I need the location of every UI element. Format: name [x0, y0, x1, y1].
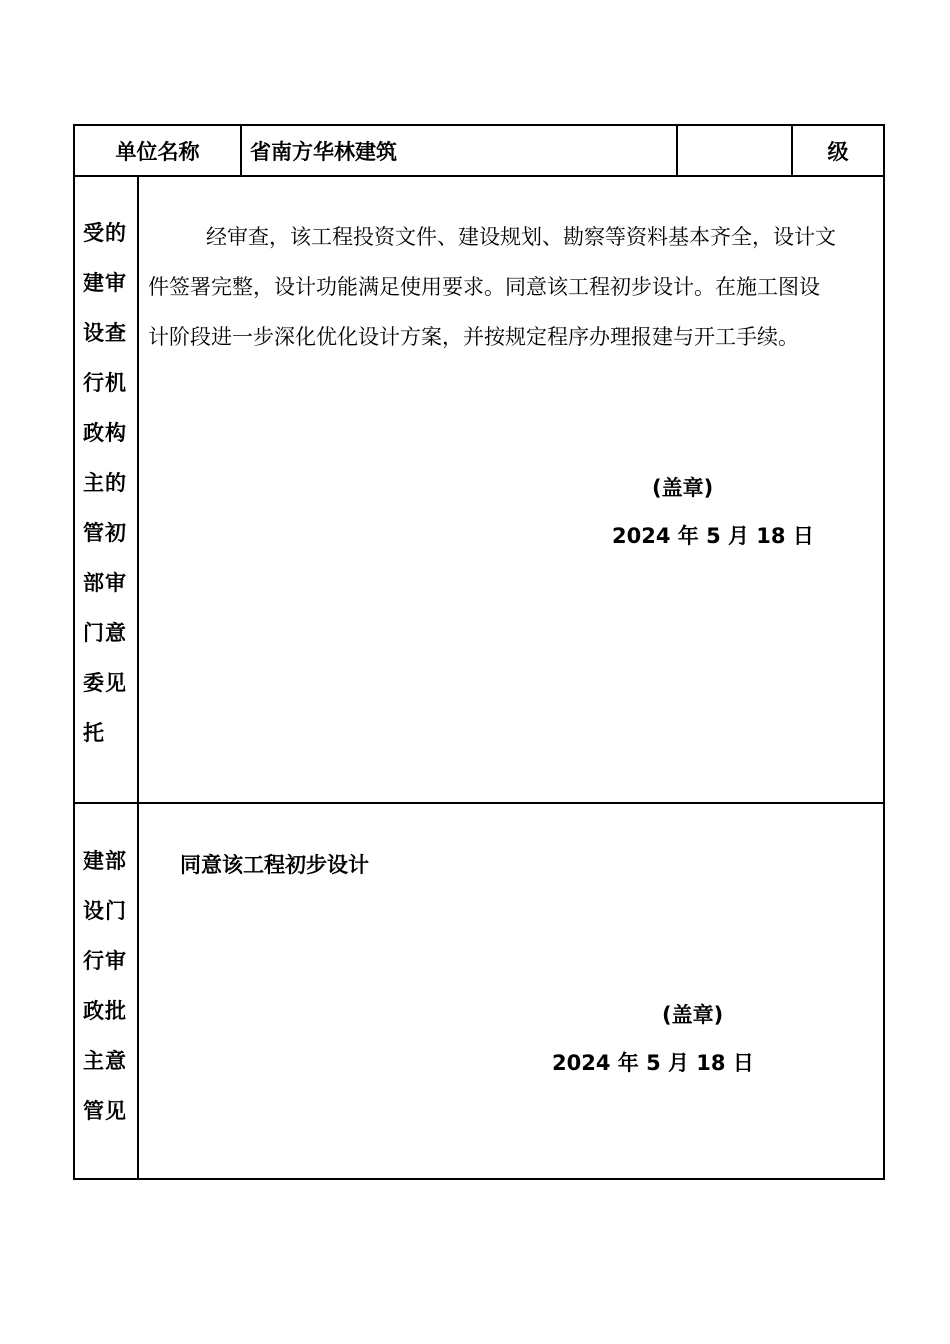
approval-stamp-label: (盖章): [662, 1003, 724, 1027]
side-line: 行审: [83, 949, 127, 973]
review-opinion-line: 计阶段进一步深化优化设计方案，并按规定程序办理报建与开工手续。: [148, 325, 799, 349]
side-line: 行机: [83, 371, 127, 395]
approval-section: [75, 804, 883, 1178]
review-date: 2024 年 5 月 18 日: [612, 524, 814, 548]
side-line: 政构: [83, 421, 127, 445]
side-line: 主意: [83, 1049, 127, 1073]
review-stamp-label: (盖章): [652, 476, 714, 500]
side-line: 门意: [83, 621, 127, 645]
approval-opinion: 同意该工程初步设计: [180, 853, 369, 877]
review-section: [75, 177, 883, 804]
review-opinion-line: 件签署完整，设计功能满足使用要求。同意该工程初步设计。在施工图设: [148, 275, 820, 299]
approval-form-table: [73, 124, 885, 1180]
side-line: 政批: [83, 999, 127, 1023]
unit-name-label: 单位名称: [75, 126, 242, 175]
approval-side-label: [75, 804, 139, 1178]
review-opinion-line: 经审查，该工程投资文件、建设规划、勘察等资料基本齐全，设计文: [206, 225, 836, 249]
blank-cell: [678, 126, 793, 175]
side-line: 受的: [83, 221, 127, 245]
grade-label: 级: [827, 139, 849, 164]
side-line: 委见: [83, 671, 127, 695]
side-line: 管初: [83, 521, 127, 545]
side-line: 托: [83, 721, 105, 745]
side-line: 建部: [83, 849, 127, 873]
approval-date: 2024 年 5 月 18 日: [552, 1051, 754, 1075]
side-line: 设查: [83, 321, 127, 345]
side-line: 主的: [83, 471, 127, 495]
unit-name-value: 省南方华林建筑: [242, 126, 678, 175]
side-line: 设门: [83, 899, 127, 923]
side-line: 管见: [83, 1099, 127, 1123]
header-row: [75, 126, 883, 177]
side-line: 建审: [83, 271, 127, 295]
side-line: 部审: [83, 571, 127, 595]
review-side-label: [75, 177, 139, 802]
